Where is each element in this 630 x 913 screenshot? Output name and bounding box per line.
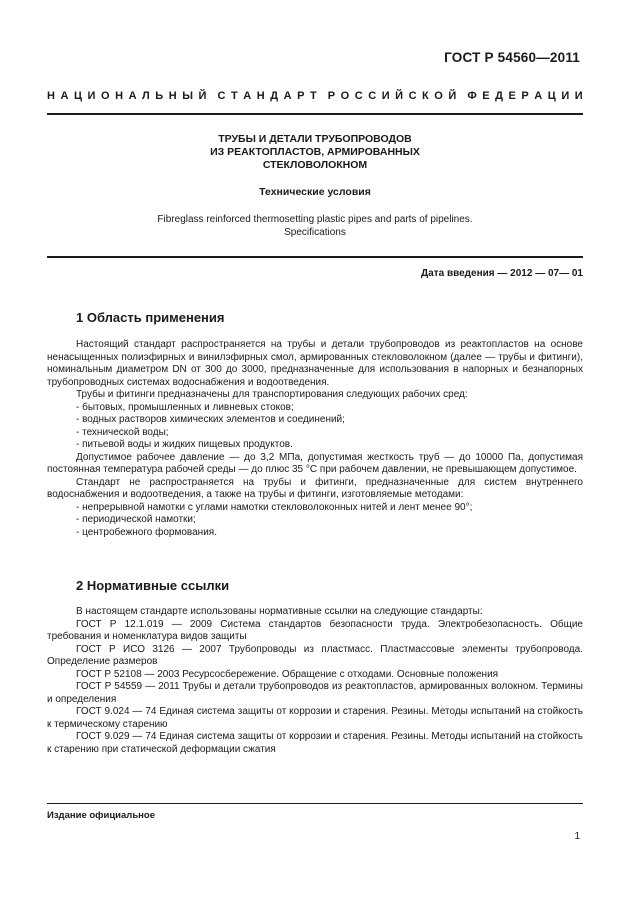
title-char: Ь bbox=[155, 90, 164, 102]
title-char: И bbox=[87, 90, 96, 102]
title-char: И bbox=[574, 90, 583, 102]
title-char: О bbox=[100, 90, 110, 102]
list-item: - питьевой воды и жидких пищевых продуктов. bbox=[76, 439, 293, 450]
title-char: И bbox=[561, 90, 570, 102]
title-char: Р bbox=[297, 90, 305, 102]
title-char: Ц bbox=[73, 90, 83, 102]
title-char: А bbox=[128, 90, 137, 102]
reference-item: ГОСТ Р 12.1.019 — 2009 Система стандартов безопасности труда. Электробезопасность. Общие требования и номенклатура видов защиты bbox=[47, 618, 583, 642]
title-line: СТЕКЛОВОЛОКНОМ bbox=[262, 159, 368, 171]
title-char: Й bbox=[198, 90, 207, 102]
paragraph: Стандарт не распространяется на трубы и фитинги, предназначенные для систем внутреннего водоснабжения и водоотведения, а также на трубы и фитинги, изготовляемые методами: bbox=[47, 476, 583, 500]
title-char: К bbox=[422, 90, 429, 102]
title-char: Д bbox=[495, 90, 503, 102]
reference-item: ГОСТ 9.024 — 74 Единая система защиты от коррозии и старения. Резины. Методы испытаний на стойкость к термическому старению bbox=[47, 706, 583, 730]
title-char: И bbox=[381, 90, 390, 102]
list-item: - бытовых, промышленных и ливневых стоков; bbox=[76, 401, 294, 413]
document-number: ГОСТ Р 54560—2011 bbox=[444, 50, 580, 65]
title-divider bbox=[47, 256, 583, 258]
section-1-body bbox=[47, 339, 583, 539]
introduction-date: Дата введения — 2012 — 07— 01 bbox=[421, 268, 583, 279]
list-item: - технической воды; bbox=[76, 426, 169, 438]
national-standard-title bbox=[47, 90, 583, 102]
title-char: А bbox=[534, 90, 543, 102]
list-item: - непрерывной намотки с углами намотки стекловолоконных нитей и лент менее 90°; bbox=[76, 501, 473, 513]
title-char: С bbox=[368, 90, 377, 102]
title-char: А bbox=[60, 90, 69, 102]
title-line: ТРУБЫ И ДЕТАЛИ ТРУБОПРОВОДОВ bbox=[218, 133, 412, 145]
section-heading: 1 Область применения bbox=[76, 310, 225, 325]
title-char: Р bbox=[327, 90, 336, 102]
english-title-line: Fibreglass reinforced thermosetting plastic pipes and parts of pipelines. bbox=[157, 214, 473, 225]
standard-title bbox=[47, 133, 583, 172]
english-title-line: Specifications bbox=[284, 227, 346, 238]
english-title bbox=[47, 213, 583, 239]
paragraph: Настоящий стандарт распространяется на трубы и детали трубопроводов из реактопластов на основе ненасыщенных полиэфирных и винилэфирных смол, армированных стекловолокном (далее — трубы и фитинги), номинальным диаметром DN от 300 до 3000, предназначенные для использования в напорных и безнапорных трубопроводных системах водоснабжения и водоотведения. bbox=[47, 339, 583, 388]
paragraph: Трубы и фитинги предназначены для транспортирования следующих рабочих сред: bbox=[76, 389, 468, 400]
list-item: - водных растворов химических элементов и соединений; bbox=[76, 414, 345, 425]
title-char: О bbox=[340, 90, 350, 102]
reference-item: ГОСТ Р ИСО 3126 — 2007 Трубопроводы из пластмасс. Пластмассовые элементы трубопровода. Определение размеров bbox=[47, 643, 583, 667]
title-char: Ы bbox=[182, 90, 193, 102]
title-char: С bbox=[217, 90, 226, 102]
paragraph: В настоящем стандарте использованы нормативные ссылки на следующие стандарты: bbox=[76, 606, 483, 617]
section-heading: 2 Нормативные ссылки bbox=[76, 578, 230, 593]
standard-subtitle: Технические условия bbox=[259, 186, 371, 198]
title-char: Е bbox=[482, 90, 490, 102]
title-char: Р bbox=[521, 90, 529, 102]
title-char: Й bbox=[448, 90, 457, 102]
title-char: А bbox=[283, 90, 292, 102]
title-char: Т bbox=[309, 90, 317, 102]
list-item: - периодической намотки; bbox=[76, 514, 196, 525]
title-char: Т bbox=[230, 90, 238, 102]
list-item: - центробежного формования. bbox=[76, 526, 217, 538]
title-char: Ф bbox=[467, 90, 477, 102]
title-char: Н bbox=[47, 90, 55, 102]
reference-item: ГОСТ Р 54559 — 2011 Трубы и детали трубопроводов из реактопластов, армированных волокном. Термины и определения bbox=[47, 681, 583, 705]
title-char: Е bbox=[508, 90, 516, 102]
title-char: Д bbox=[270, 90, 279, 102]
title-line: ИЗ РЕАКТОПЛАСТОВ, АРМИРОВАННЫХ bbox=[210, 146, 420, 158]
reference-item: ГОСТ 9.029 — 74 Единая система защиты от коррозии и старения. Резины. Методы испытаний на стойкость к старению при статической деформации сжатия bbox=[47, 731, 583, 755]
title-char: Н bbox=[256, 90, 265, 102]
title-char: С bbox=[354, 90, 363, 102]
section-2-body bbox=[47, 606, 583, 756]
title-char: С bbox=[408, 90, 417, 102]
title-char: Н bbox=[115, 90, 124, 102]
footer-divider bbox=[47, 803, 583, 804]
title-char: Ц bbox=[547, 90, 556, 102]
reference-item: ГОСТ Р 52108 — 2003 Ресурсосбережение. Обращение с отходами. Основные положения bbox=[76, 668, 499, 680]
paragraph: Допустимое рабочее давление — до 3,2 МПа, допустимая жесткость труб — до 10000 Па, допустимая постоянная температура рабочей среды — до плюс 35 °С при рабочем давлении, не превышающем допустимое. bbox=[47, 451, 583, 475]
title-char: Й bbox=[395, 90, 404, 102]
title-char: Н bbox=[168, 90, 177, 102]
title-char: А bbox=[243, 90, 252, 102]
official-edition-label: Издание официальное bbox=[47, 810, 155, 821]
header-divider bbox=[47, 113, 583, 115]
title-char: Л bbox=[142, 90, 150, 102]
title-char: О bbox=[434, 90, 443, 102]
page-number: 1 bbox=[574, 831, 580, 842]
